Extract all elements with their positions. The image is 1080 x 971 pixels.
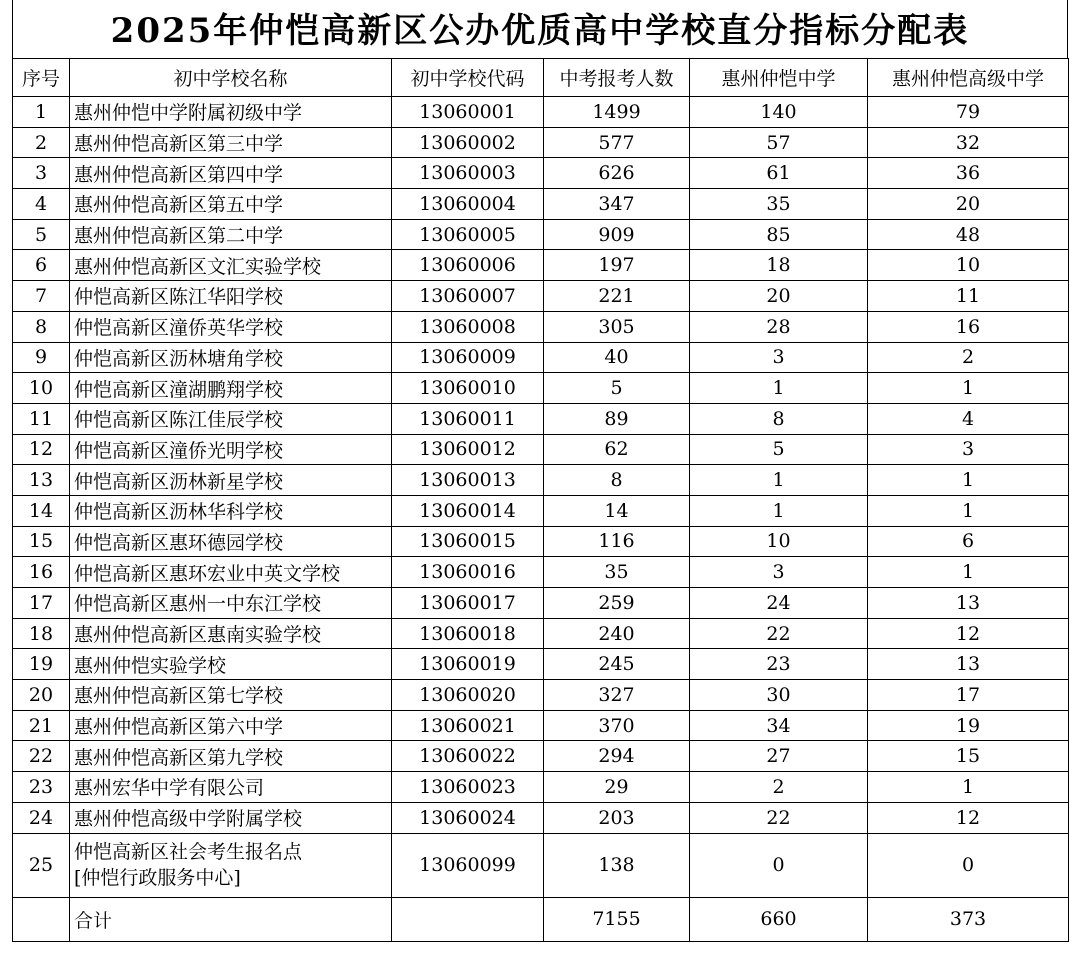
cell-school-code: 13060020 — [392, 680, 544, 711]
cell-applicants: 138 — [544, 833, 690, 897]
cell-zhongkai-middle: 57 — [690, 127, 868, 158]
cell-school-name: 仲恺高新区沥林塘角学校 — [70, 342, 392, 373]
cell-school-code: 13060022 — [392, 741, 544, 772]
cell-school-code: 13060004 — [392, 189, 544, 220]
cell-zhongkai-middle: 85 — [690, 219, 868, 250]
cell-zhongkai-middle: 24 — [690, 588, 868, 619]
cell-zhongkai-middle: 140 — [690, 97, 868, 128]
cell-zhongkai-middle: 0 — [690, 833, 868, 897]
table-row-social-candidates — [13, 833, 1069, 897]
cell-zhongkai-senior: 2 — [868, 342, 1069, 373]
cell-school-name: 惠州仲恺高新区第九学校 — [70, 741, 392, 772]
table-row — [13, 465, 1069, 496]
cell-school-name: 惠州仲恺高新区第三中学 — [70, 127, 392, 158]
table-row — [13, 127, 1069, 158]
cell-zhongkai-middle: 61 — [690, 158, 868, 189]
cell-zhongkai-middle: 34 — [690, 710, 868, 741]
table-row — [13, 250, 1069, 281]
header-school-name: 初中学校名称 — [70, 59, 392, 97]
cell-applicants: 294 — [544, 741, 690, 772]
cell-no: 16 — [13, 557, 70, 588]
cell-school-code: 13060008 — [392, 311, 544, 342]
cell-no: 6 — [13, 250, 70, 281]
cell-no: 14 — [13, 495, 70, 526]
cell-school-code: 13060024 — [392, 802, 544, 833]
cell-zhongkai-senior: 1 — [868, 772, 1069, 803]
table-row — [13, 403, 1069, 434]
cell-school-code: 13060012 — [392, 434, 544, 465]
cell-school-name: 仲恺高新区潼湖鹏翔学校 — [70, 373, 392, 404]
cell-zhongkai-middle: 3 — [690, 342, 868, 373]
cell-school-name: 仲恺高新区潼侨英华学校 — [70, 311, 392, 342]
table-row — [13, 373, 1069, 404]
header-no: 序号 — [13, 59, 70, 97]
cell-school-name: 仲恺高新区潼侨光明学校 — [70, 434, 392, 465]
cell-school-name: 惠州仲恺高新区文汇实验学校 — [70, 250, 392, 281]
cell-no: 9 — [13, 342, 70, 373]
cell-zhongkai-senior: 32 — [868, 127, 1069, 158]
cell-zhongkai-middle: 2 — [690, 772, 868, 803]
table-row — [13, 219, 1069, 250]
cell-applicants: 5 — [544, 373, 690, 404]
cell-applicants: 29 — [544, 772, 690, 803]
cell-school-name: 惠州仲恺实验学校 — [70, 649, 392, 680]
table-row — [13, 189, 1069, 220]
table-row — [13, 618, 1069, 649]
cell-school-code: 13060002 — [392, 127, 544, 158]
table-row — [13, 710, 1069, 741]
cell-no: 19 — [13, 649, 70, 680]
cell-applicants: 221 — [544, 281, 690, 312]
cell-applicants: 197 — [544, 250, 690, 281]
cell-zhongkai-senior: 13 — [868, 649, 1069, 680]
cell-school-code: 13060015 — [392, 526, 544, 557]
table-row — [13, 97, 1069, 128]
cell-school-code: 13060014 — [392, 495, 544, 526]
cell-zhongkai-middle: 1 — [690, 465, 868, 496]
cell-total-zhongkai-senior: 373 — [868, 897, 1069, 941]
cell-zhongkai-senior: 6 — [868, 526, 1069, 557]
header-zhongkai-middle: 惠州仲恺中学 — [690, 59, 868, 97]
cell-school-name: 仲恺高新区沥林新星学校 — [70, 465, 392, 496]
table-row — [13, 649, 1069, 680]
table-row — [13, 741, 1069, 772]
cell-no: 24 — [13, 802, 70, 833]
cell-applicants: 8 — [544, 465, 690, 496]
cell-school-name-line1: 仲恺高新区社会考生报名点 — [74, 841, 303, 863]
table-row — [13, 802, 1069, 833]
cell-applicants: 203 — [544, 802, 690, 833]
cell-school-name — [70, 833, 392, 897]
cell-school-name-line2: [仲恺行政服务中心] — [74, 867, 241, 889]
cell-zhongkai-senior: 13 — [868, 588, 1069, 619]
cell-school-code: 13060016 — [392, 557, 544, 588]
cell-school-name: 仲恺高新区惠环德园学校 — [70, 526, 392, 557]
table-row — [13, 495, 1069, 526]
table-row-total — [13, 897, 1069, 941]
cell-school-code: 13060005 — [392, 219, 544, 250]
cell-school-name: 惠州仲恺高新区第四中学 — [70, 158, 392, 189]
cell-no: 22 — [13, 741, 70, 772]
cell-no: 7 — [13, 281, 70, 312]
cell-school-code: 13060019 — [392, 649, 544, 680]
cell-zhongkai-middle: 20 — [690, 281, 868, 312]
cell-school-code: 13060017 — [392, 588, 544, 619]
table-row — [13, 588, 1069, 619]
table-row — [13, 680, 1069, 711]
cell-zhongkai-senior: 1 — [868, 557, 1069, 588]
cell-zhongkai-senior: 11 — [868, 281, 1069, 312]
cell-school-name: 惠州仲恺高新区第五中学 — [70, 189, 392, 220]
table-row — [13, 311, 1069, 342]
cell-no: 21 — [13, 710, 70, 741]
cell-school-code: 13060013 — [392, 465, 544, 496]
cell-zhongkai-senior: 1 — [868, 465, 1069, 496]
cell-applicants: 347 — [544, 189, 690, 220]
cell-total-label: 合计 — [70, 897, 392, 941]
table-row — [13, 526, 1069, 557]
cell-no: 12 — [13, 434, 70, 465]
cell-no: 13 — [13, 465, 70, 496]
cell-school-code: 13060003 — [392, 158, 544, 189]
cell-school-code: 13060007 — [392, 281, 544, 312]
cell-zhongkai-senior: 12 — [868, 802, 1069, 833]
table-row — [13, 557, 1069, 588]
cell-zhongkai-senior: 16 — [868, 311, 1069, 342]
cell-school-code: 13060009 — [392, 342, 544, 373]
cell-zhongkai-senior: 15 — [868, 741, 1069, 772]
cell-applicants: 35 — [544, 557, 690, 588]
table-row — [13, 434, 1069, 465]
cell-applicants: 577 — [544, 127, 690, 158]
cell-zhongkai-middle: 8 — [690, 403, 868, 434]
cell-applicants: 89 — [544, 403, 690, 434]
cell-no: 20 — [13, 680, 70, 711]
cell-total-code-empty — [392, 897, 544, 941]
cell-school-code: 13060023 — [392, 772, 544, 803]
cell-zhongkai-middle: 30 — [690, 680, 868, 711]
table-row — [13, 158, 1069, 189]
cell-total-zhongkai-middle: 660 — [690, 897, 868, 941]
cell-school-code: 13060018 — [392, 618, 544, 649]
cell-zhongkai-middle: 1 — [690, 495, 868, 526]
cell-school-name: 仲恺高新区沥林华科学校 — [70, 495, 392, 526]
cell-school-code: 13060010 — [392, 373, 544, 404]
header-school-code: 初中学校代码 — [392, 59, 544, 97]
cell-zhongkai-senior: 20 — [868, 189, 1069, 220]
cell-zhongkai-senior: 17 — [868, 680, 1069, 711]
table-body — [13, 97, 1069, 834]
cell-zhongkai-middle: 18 — [690, 250, 868, 281]
cell-school-name: 惠州仲恺高级中学附属学校 — [70, 802, 392, 833]
cell-zhongkai-middle: 35 — [690, 189, 868, 220]
cell-zhongkai-middle: 10 — [690, 526, 868, 557]
cell-zhongkai-middle: 22 — [690, 618, 868, 649]
cell-zhongkai-senior: 1 — [868, 373, 1069, 404]
cell-applicants: 305 — [544, 311, 690, 342]
cell-school-name: 仲恺高新区陈江佳辰学校 — [70, 403, 392, 434]
cell-applicants: 909 — [544, 219, 690, 250]
cell-zhongkai-senior: 3 — [868, 434, 1069, 465]
cell-no: 18 — [13, 618, 70, 649]
allocation-sheet — [12, 0, 1068, 942]
cell-school-code: 13060021 — [392, 710, 544, 741]
cell-school-name: 仲恺高新区惠环宏业中英文学校 — [70, 557, 392, 588]
table-row — [13, 772, 1069, 803]
table-row — [13, 342, 1069, 373]
cell-total-empty — [13, 897, 70, 941]
cell-zhongkai-senior: 36 — [868, 158, 1069, 189]
cell-applicants: 370 — [544, 710, 690, 741]
cell-applicants: 1499 — [544, 97, 690, 128]
cell-applicants: 40 — [544, 342, 690, 373]
cell-applicants: 116 — [544, 526, 690, 557]
cell-school-code: 13060011 — [392, 403, 544, 434]
cell-applicants: 245 — [544, 649, 690, 680]
cell-no: 2 — [13, 127, 70, 158]
header-applicants: 中考报考人数 — [544, 59, 690, 97]
cell-school-code: 13060006 — [392, 250, 544, 281]
cell-no: 8 — [13, 311, 70, 342]
allocation-table — [12, 58, 1069, 942]
cell-applicants: 626 — [544, 158, 690, 189]
cell-zhongkai-senior: 1 — [868, 495, 1069, 526]
cell-zhongkai-senior: 10 — [868, 250, 1069, 281]
cell-no: 15 — [13, 526, 70, 557]
cell-zhongkai-senior: 4 — [868, 403, 1069, 434]
cell-zhongkai-senior: 48 — [868, 219, 1069, 250]
cell-school-name: 仲恺高新区陈江华阳学校 — [70, 281, 392, 312]
header-zhongkai-senior: 惠州仲恺高级中学 — [868, 59, 1069, 97]
cell-zhongkai-middle: 22 — [690, 802, 868, 833]
cell-no: 23 — [13, 772, 70, 803]
cell-school-name: 惠州仲恺中学附属初级中学 — [70, 97, 392, 128]
cell-zhongkai-middle: 28 — [690, 311, 868, 342]
cell-zhongkai-middle: 5 — [690, 434, 868, 465]
cell-total-applicants: 7155 — [544, 897, 690, 941]
cell-no: 4 — [13, 189, 70, 220]
cell-school-name: 惠州仲恺高新区第七学校 — [70, 680, 392, 711]
cell-applicants: 259 — [544, 588, 690, 619]
cell-applicants: 327 — [544, 680, 690, 711]
cell-school-code: 13060001 — [392, 97, 544, 128]
cell-school-name: 惠州仲恺高新区惠南实验学校 — [70, 618, 392, 649]
cell-zhongkai-middle: 3 — [690, 557, 868, 588]
cell-school-name: 惠州宏华中学有限公司 — [70, 772, 392, 803]
cell-no: 10 — [13, 373, 70, 404]
cell-school-code: 13060099 — [392, 833, 544, 897]
cell-zhongkai-senior: 0 — [868, 833, 1069, 897]
cell-school-name: 惠州仲恺高新区第二中学 — [70, 219, 392, 250]
cell-no: 17 — [13, 588, 70, 619]
cell-zhongkai-middle: 23 — [690, 649, 868, 680]
cell-zhongkai-middle: 1 — [690, 373, 868, 404]
cell-school-name: 仲恺高新区惠州一中东江学校 — [70, 588, 392, 619]
cell-zhongkai-senior: 19 — [868, 710, 1069, 741]
cell-applicants: 14 — [544, 495, 690, 526]
cell-school-name: 惠州仲恺高新区第六中学 — [70, 710, 392, 741]
document-title: 2025年仲恺高新区公办优质高中学校直分指标分配表 — [12, 0, 1068, 58]
cell-no: 11 — [13, 403, 70, 434]
cell-no: 5 — [13, 219, 70, 250]
cell-no: 3 — [13, 158, 70, 189]
cell-zhongkai-middle: 27 — [690, 741, 868, 772]
cell-no: 25 — [13, 833, 70, 897]
table-header-row — [13, 59, 1069, 97]
table-row — [13, 281, 1069, 312]
cell-zhongkai-senior: 12 — [868, 618, 1069, 649]
cell-applicants: 62 — [544, 434, 690, 465]
cell-zhongkai-senior: 79 — [868, 97, 1069, 128]
cell-no: 1 — [13, 97, 70, 128]
cell-applicants: 240 — [544, 618, 690, 649]
